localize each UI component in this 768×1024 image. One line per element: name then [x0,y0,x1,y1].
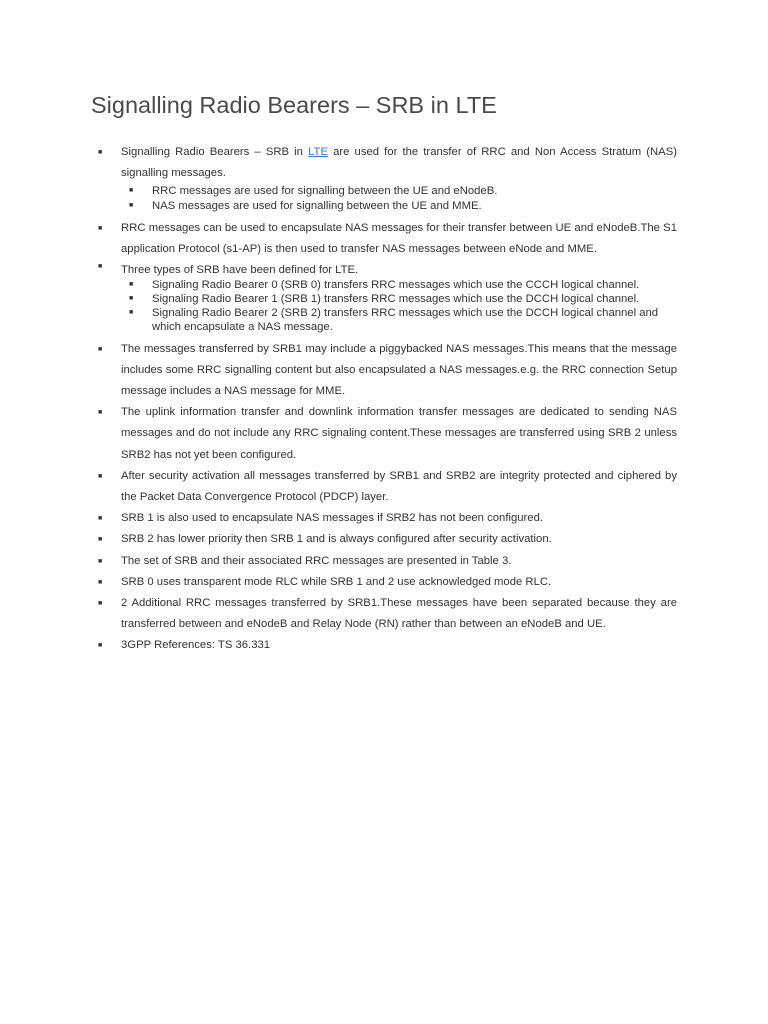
bullet-icon: ■ [98,472,103,480]
list-item-text: SRB 0 uses transparent mode RLC while SRB 1 and 2 use acknowledged mode RLC. [121,575,552,588]
list-item [0,508,768,529]
bullet-icon: ■ [98,557,103,565]
list-item [0,218,768,260]
bullet-icon: ■ [98,578,103,586]
bullet-icon: ■ [98,600,103,608]
bullet-icon: ■ [98,345,103,353]
list-item-text: SRB 2 has lower priority then SRB 1 and is always configured after security activation. [121,533,552,546]
list-item-text: After security activation all messages transferred by SRB1 and SRB2 are integrity protected and ciphered by the Packet Data Convergence Protocol (PDCP) layer. [121,469,677,504]
sub-list-item-text: RRC messages are used for signalling between the UE and eNodeB. [152,185,498,198]
list-item-text: SRB 1 is also used to encapsulate NAS messages if SRB2 has not been configured. [121,512,543,525]
bullet-icon: ■ [98,536,103,544]
bullet-icon: ■ [129,187,134,195]
list-item-text: Three types of SRB have been defined for LTE. [121,264,359,277]
bullet-icon: ■ [129,295,134,303]
sub-list [121,278,677,335]
bullet-icon: ■ [98,515,103,523]
lte-link[interactable]: LTE [308,146,328,158]
list-item [0,635,768,656]
list-item [0,339,768,403]
bullet-icon: ■ [98,149,103,156]
list-item-text: RRC messages can be used to encapsulate NAS messages for their transfer between UE and eNodeB.The S1 application Protocol (s1-AP) is then used to transfer NAS messages between eNode and MME. [121,221,677,256]
list-item [0,466,768,508]
list-item [0,572,768,593]
sub-list-item-text: Signaling Radio Bearer 1 (SRB 1) transfers RRC messages which use the DCCH logical channel. [152,293,640,306]
sub-list-item [121,184,677,198]
list-item [0,593,768,635]
list-item [0,142,768,213]
list-item-text: 2 Additional RRC messages transferred by SRB1.These messages have been separated because they are transferred between and eNodeB and Relay Node (RN) rather than between an eNodeB and UE. [121,597,677,631]
bullet-icon: ■ [98,642,103,650]
list-item-text: Signalling Radio Bearers – SRB in [121,146,309,158]
list-item [0,551,768,572]
bullet-list [0,142,768,657]
list-item-text: The set of SRB and their associated RRC messages are presented in Table 3. [121,554,512,567]
sub-list-item-text: Signaling Radio Bearer 2 (SRB 2) transfers RRC messages which use the DCCH logical channel and which encapsulate a NAS message. [152,307,659,334]
bullet-icon: ■ [98,224,103,232]
list-item [0,402,768,466]
bullet-icon: ■ [129,309,134,317]
sub-list-item [121,292,677,306]
sub-list [121,184,677,212]
bullet-icon: ■ [98,263,103,271]
sub-list-item [121,278,677,292]
list-item-text: The messages transferred by SRB1 may include a piggybacked NAS messages.This means that the message includes some RRC signalling content but also encapsulated a NAS messages.e.g. the RRC connection Setup message includes a NAS message for MME. [121,342,677,398]
sub-list-item-text: Signaling Radio Bearer 0 (SRB 0) transfers RRC messages which use the CCCH logical channel. [152,278,640,291]
list-item-text: 3GPP References: TS 36.331 [121,639,271,652]
bullet-icon: ■ [129,280,134,288]
bullet-icon: ■ [129,201,134,209]
page-title: Signalling Radio Bearers – SRB in LTE [91,92,497,118]
sub-list-item-text: NAS messages are used for signalling between the UE and MME. [152,199,482,212]
list-item [0,529,768,550]
bullet-icon: ■ [98,409,103,417]
list-item-text: The uplink information transfer and downlink information transfer messages are dedicated to sending NAS messages and do not include any RRC signaling content.These messages are transferred using SRB 2 unless SRB2 has not yet been configured. [121,406,677,461]
sub-list-item [121,199,677,213]
list-item [0,260,768,334]
sub-list-item [121,306,677,334]
list-item-text: are used for the transfer of RRC and Non Access Stratum (NAS) signalling messages. [121,146,677,180]
